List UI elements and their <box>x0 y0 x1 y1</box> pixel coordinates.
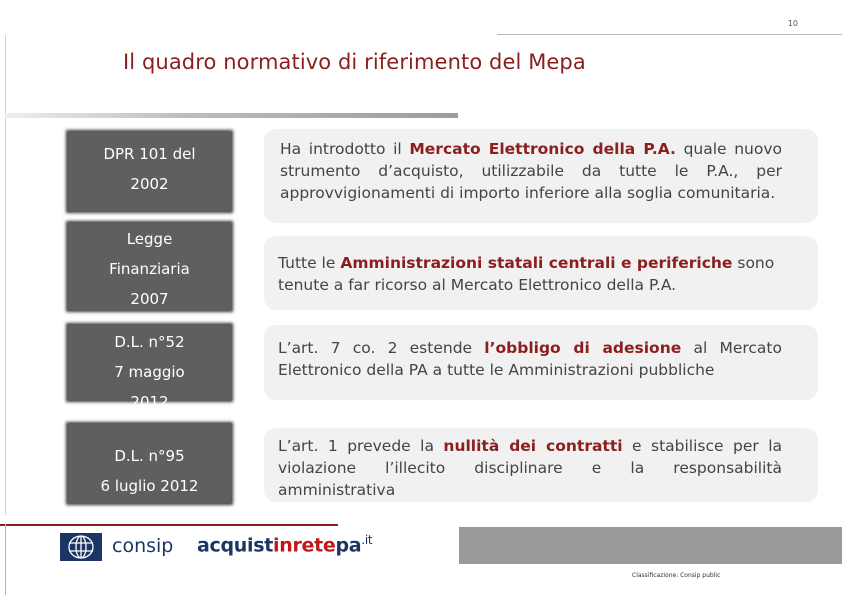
desc-legge-finanziaria <box>264 236 818 310</box>
desc-highlight: l’obbligo di adesione <box>484 339 682 357</box>
desc-dl-52 <box>264 325 818 400</box>
label-legge-finanziaria <box>68 223 231 310</box>
classification-label: Classificazione: Consip public <box>632 572 721 579</box>
label-line: 7 maggio <box>114 363 185 381</box>
desc-dl-95 <box>264 428 818 502</box>
logo-part: acquist <box>197 534 274 557</box>
top-rule <box>497 34 842 35</box>
desc-text: Ha introdotto il <box>280 140 410 158</box>
label-dpr-101 <box>68 132 231 211</box>
consip-globe-logo-icon <box>60 533 102 565</box>
logo-part: pa <box>335 534 362 557</box>
desc-text: L’art. 7 co. 2 estende <box>278 339 485 357</box>
desc-highlight: Mercato Elettronico della P.A. <box>409 140 676 158</box>
desc-highlight: nullità dei contratti <box>443 437 623 455</box>
footer-left-rule <box>5 524 6 595</box>
label-line: 2012 <box>130 393 169 411</box>
desc-highlight: Amministrazioni statali centrali e periferiche <box>340 254 733 272</box>
desc-dpr-101 <box>264 129 818 223</box>
label-line: DPR 101 del <box>103 145 196 163</box>
label-line: D.L. n°95 <box>114 447 185 465</box>
label-line: 6 luglio 2012 <box>100 477 199 495</box>
label-line: Legge <box>126 230 173 248</box>
label-line: 2007 <box>130 290 169 308</box>
logo-part: .it <box>361 533 373 547</box>
label-dl-95 <box>68 424 231 503</box>
footer-gray-band <box>459 527 842 564</box>
acquistinretepa-logo <box>197 533 372 556</box>
desc-text: Tutte le <box>278 254 341 272</box>
desc-text: al Mercato Elettronico della PA a tutte le Amministrazioni pubbliche <box>278 339 782 379</box>
desc-text: quale nuovo strumento d’acquisto, utilizzabile da tutte le P.A., per approvvigionamenti di importo inferiore alla soglia comunitaria. <box>280 140 782 202</box>
page-title: Il quadro normativo di riferimento del Mepa <box>123 50 586 74</box>
label-line: 2002 <box>130 175 169 193</box>
footer-rule <box>0 524 338 526</box>
desc-text: e stabilisce per la violazione l’illecito disciplinare e la responsabilità amministrativa <box>278 437 782 499</box>
desc-text: sono tenute a far ricorso al Mercato Elettronico della P.A. <box>278 254 775 294</box>
page-number: 10 <box>787 19 798 28</box>
label-line: Finanziaria <box>109 260 190 278</box>
label-dl-52 <box>68 325 231 411</box>
logo-part: inrete <box>273 534 336 557</box>
desc-text: L’art. 1 prevede la <box>278 437 444 455</box>
label-line: D.L. n°52 <box>114 333 185 351</box>
left-rule <box>5 35 6 515</box>
consip-logo-text: consip <box>112 535 174 557</box>
title-underbar <box>5 113 458 118</box>
